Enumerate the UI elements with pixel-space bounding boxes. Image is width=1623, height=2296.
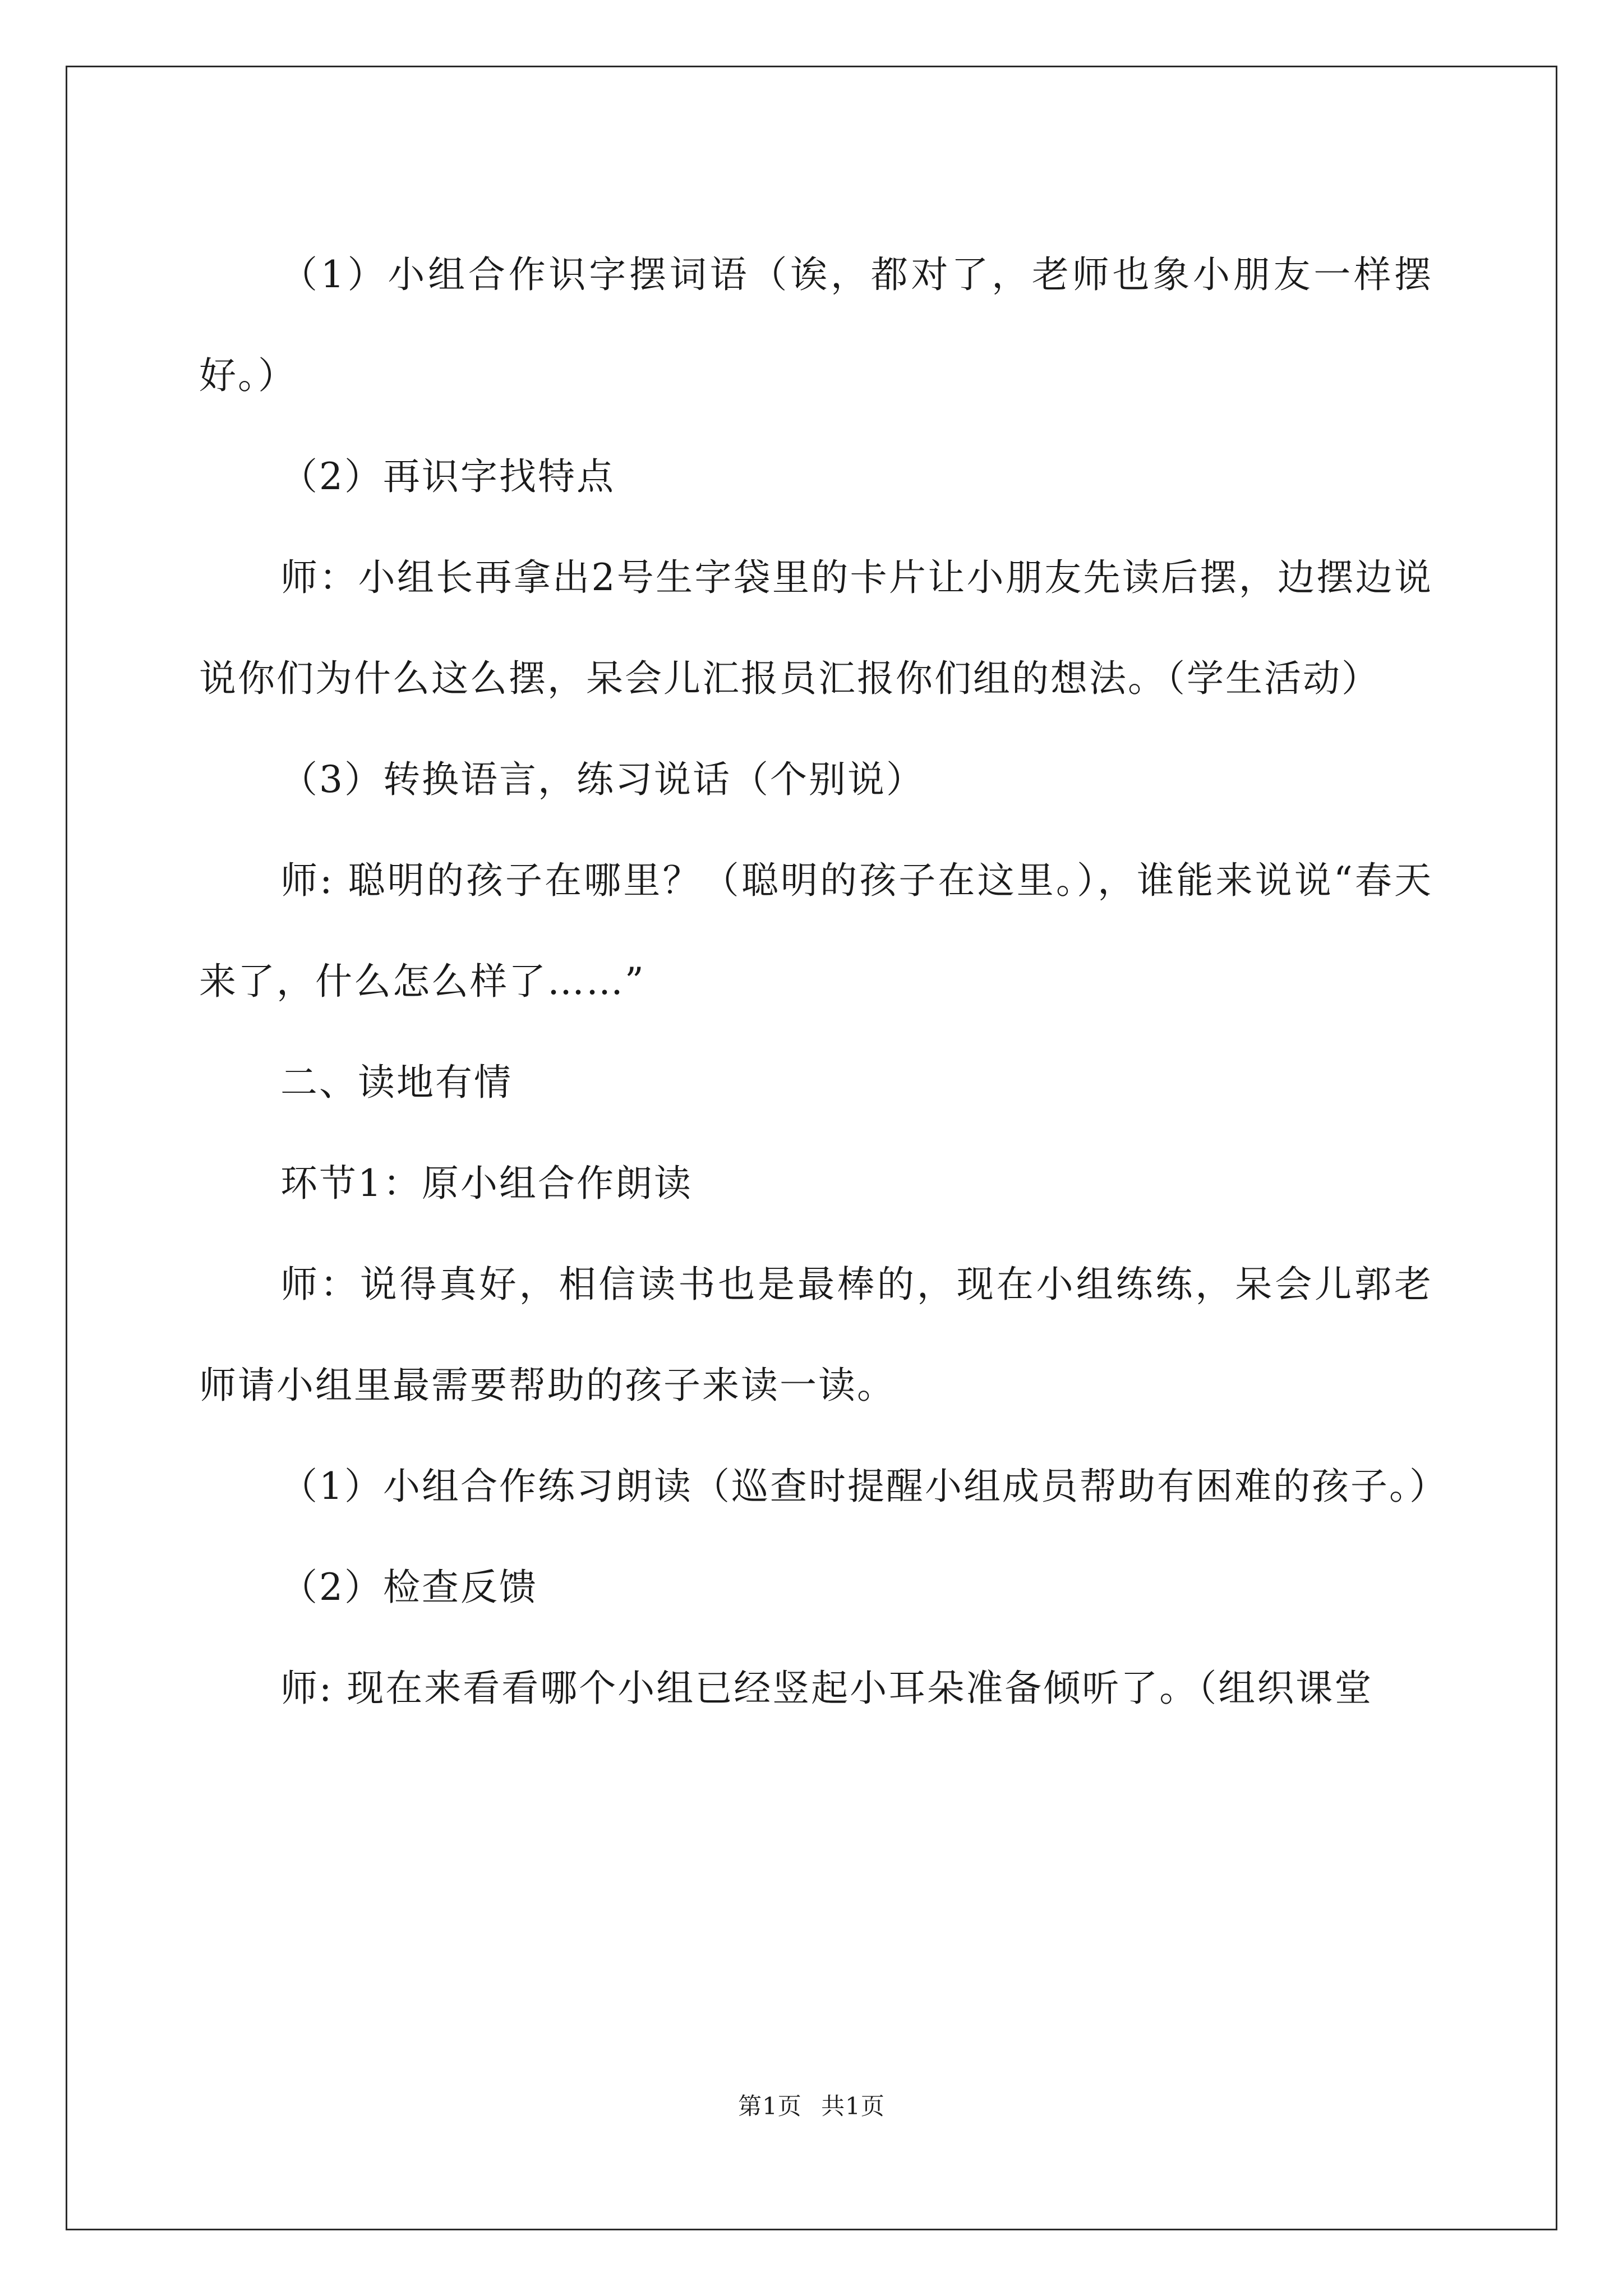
current-page-label: 第1页 [738, 2092, 802, 2120]
paragraph: 师：说得真好，相信读书也是最棒的，现在小组练练，呆会儿郭老师请小组里最需要帮助的孩子来读一读。 [199, 1263, 1433, 1407]
paragraph: 师：小组长再拿出2号生字袋里的卡片让小朋友先读后摆，边摆边说说你们为什么这么摆，呆会儿汇报员汇报你们组的想法。（学生活动） [199, 556, 1433, 700]
paragraph: （2）再识字找特点 [280, 455, 615, 498]
paragraph: 师: 现在来看看哪个小组已经竖起小耳朵准备倾听了。（组织课堂 [280, 1667, 1373, 1710]
paragraph: （3）转换语言，练习说话（个别说） [280, 758, 925, 801]
paragraph: （1）小组合作练习朗读（巡查时提醒小组成员帮助有困难的孩子。） [280, 1465, 1448, 1508]
paragraph: 二、读地有情 [280, 1061, 513, 1104]
paragraph: （1）小组合作识字摆词语（诶，都对了，老师也象小朋友一样摆好。） [199, 253, 1433, 397]
total-pages-label: 共1页 [821, 2092, 885, 2120]
page-footer [0, 2090, 1623, 2123]
paragraph: （2）检查反馈 [280, 1566, 538, 1609]
paragraph: 环节1：原小组合作朗读 [280, 1162, 693, 1205]
document-body [199, 224, 1448, 1739]
paragraph: 师: 聪明的孩子在哪里？（聪明的孩子在这里。），谁能来说说“春天来了，什么怎么样了……” [199, 859, 1433, 1003]
